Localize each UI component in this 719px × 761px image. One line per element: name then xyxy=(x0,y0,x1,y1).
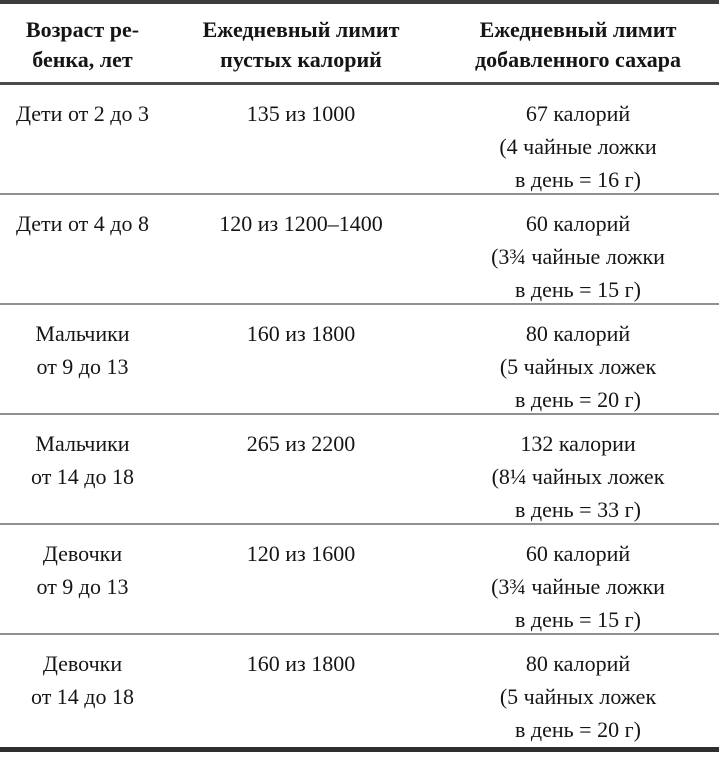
age-line-1: Девочки xyxy=(42,541,123,566)
age-line-1: Мальчики xyxy=(35,431,130,456)
age-cell xyxy=(0,635,165,747)
sugar-line-3: в день = 20 г) xyxy=(515,717,641,742)
empty-calories-cell xyxy=(165,635,437,747)
table-header-row xyxy=(0,4,719,85)
age-cell xyxy=(0,305,165,416)
age-cell xyxy=(0,85,165,196)
sugar-line-1: 60 калорий xyxy=(525,211,631,236)
sugar-line-3: в день = 15 г) xyxy=(515,607,641,632)
empty-calories-cell xyxy=(165,525,437,636)
header-age-line-1: Возраст ре- xyxy=(25,17,140,42)
added-sugar-cell xyxy=(437,415,719,526)
empty-calories-value: 265 из 2200 xyxy=(246,431,356,456)
sugar-line-2: (3¾ чайные ложки xyxy=(491,574,665,599)
header-added-sugar-line-1: Ежедневный лимит xyxy=(479,17,677,42)
age-cell xyxy=(0,525,165,636)
age-line-1: Мальчики xyxy=(35,321,130,346)
empty-calories-cell xyxy=(165,415,437,526)
age-line-2: от 14 до 18 xyxy=(30,464,135,489)
empty-calories-value: 160 из 1800 xyxy=(246,651,356,676)
added-sugar-cell xyxy=(437,195,719,306)
table-row xyxy=(0,525,719,635)
table-row xyxy=(0,85,719,195)
table-row xyxy=(0,635,719,747)
header-cell-empty-calories xyxy=(165,4,437,82)
added-sugar-cell xyxy=(437,305,719,416)
added-sugar-cell xyxy=(437,85,719,196)
header-cell-added-sugar xyxy=(437,4,719,82)
sugar-line-1: 132 калории xyxy=(520,431,636,456)
sugar-line-3: в день = 20 г) xyxy=(515,387,641,412)
empty-calories-cell xyxy=(165,305,437,416)
empty-calories-value: 120 из 1200–1400 xyxy=(219,211,383,236)
sugar-line-1: 67 калорий xyxy=(525,101,631,126)
header-added-sugar-line-2: добавленного сахара xyxy=(474,47,682,72)
sugar-line-3: в день = 33 г) xyxy=(515,497,641,522)
table-row xyxy=(0,305,719,415)
empty-calories-value: 160 из 1800 xyxy=(246,321,356,346)
empty-calories-cell xyxy=(165,85,437,196)
added-sugar-cell xyxy=(437,635,719,747)
age-line-2: от 9 до 13 xyxy=(36,354,129,379)
age-cell xyxy=(0,195,165,306)
age-line-2: от 9 до 13 xyxy=(36,574,129,599)
age-cell xyxy=(0,415,165,526)
table-row xyxy=(0,415,719,525)
header-age-line-2: бенка, лет xyxy=(32,47,133,72)
empty-calories-value: 135 из 1000 xyxy=(246,101,356,126)
sugar-line-3: в день = 16 г) xyxy=(515,167,641,192)
empty-calories-cell xyxy=(165,195,437,306)
age-line-1: Девочки xyxy=(42,651,123,676)
added-sugar-cell xyxy=(437,525,719,636)
sugar-line-1: 60 калорий xyxy=(525,541,631,566)
sugar-line-2: (8¼ чайных ложек xyxy=(491,464,665,489)
sugar-line-2: (3¾ чайные ложки xyxy=(491,244,665,269)
sugar-line-1: 80 калорий xyxy=(525,321,631,346)
age-line-1: Дети от 2 до 3 xyxy=(16,101,149,126)
empty-calories-value: 120 из 1600 xyxy=(246,541,356,566)
header-cell-age xyxy=(0,4,165,82)
header-empty-calories-line-1: Ежедневный лимит xyxy=(202,17,400,42)
sugar-line-2: (5 чайных ложек xyxy=(499,354,657,379)
header-empty-calories-line-2: пустых калорий xyxy=(220,47,382,72)
sugar-line-2: (5 чайных ложек xyxy=(499,684,657,709)
age-line-2: от 14 до 18 xyxy=(30,684,135,709)
sugar-line-3: в день = 15 г) xyxy=(515,277,641,302)
sugar-line-1: 80 калорий xyxy=(525,651,631,676)
sugar-line-2: (4 чайные ложки xyxy=(499,134,657,159)
age-line-1: Дети от 4 до 8 xyxy=(16,211,149,236)
table-row xyxy=(0,195,719,305)
